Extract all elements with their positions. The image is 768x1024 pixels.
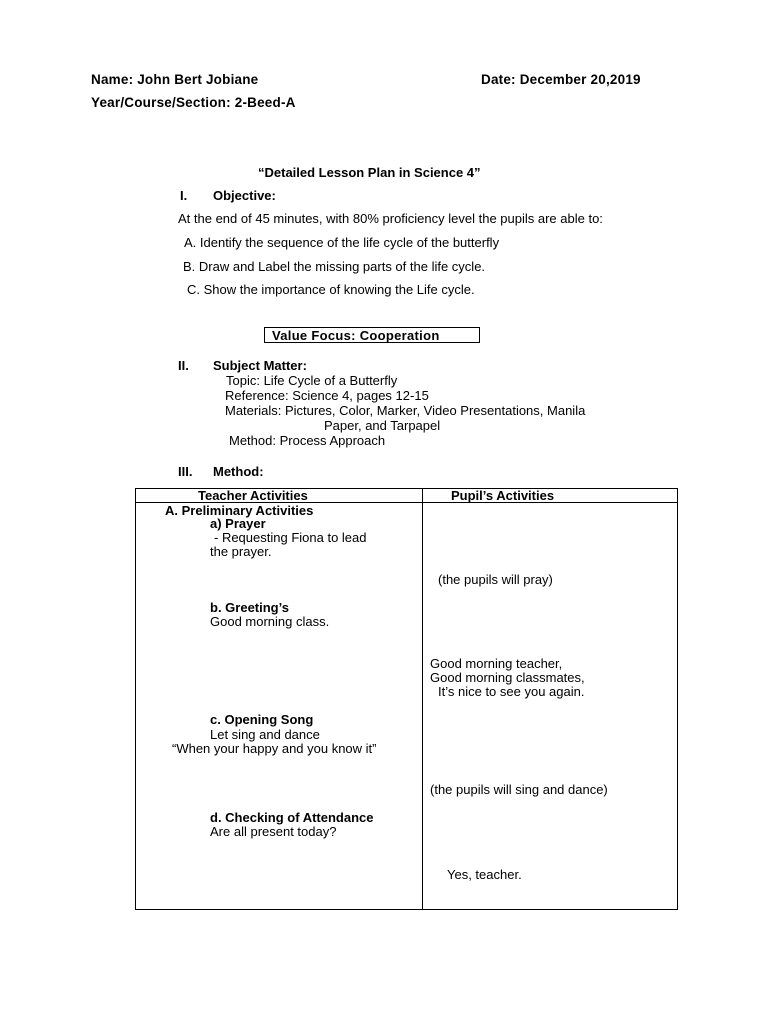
prayer-response: (the pupils will pray)	[438, 572, 553, 587]
subject-materials-cont: Paper, and Tarpapel	[324, 418, 441, 433]
pupil-activities-header: Pupil’s Activities	[451, 488, 555, 503]
objective-item-c: C. Show the importance of knowing the Life cycle.	[187, 282, 475, 297]
subject-reference: Reference: Science 4, pages 12-15	[225, 388, 429, 403]
subject-method: Method: Process Approach	[229, 433, 386, 448]
opening-song-line-2: “When your happy and you know it”	[172, 741, 377, 756]
greeting-heading: b. Greeting’s	[210, 600, 289, 615]
attendance-heading: d. Checking of Attendance	[210, 810, 374, 825]
document-title: “Detailed Lesson Plan in Science 4”	[258, 165, 481, 180]
student-name: Name: John Bert Jobiane	[91, 72, 259, 87]
subject-materials: Materials: Pictures, Color, Marker, Video Presentations, Manila	[225, 403, 586, 418]
attendance-response: Yes, teacher.	[447, 867, 522, 882]
prayer-line-2: the prayer.	[210, 544, 272, 559]
objective-intro: At the end of 45 minutes, with 80% proficiency level the pupils are able to:	[178, 211, 603, 226]
value-focus-text: Value Focus: Cooperation	[272, 328, 440, 343]
greeting-response-3: It’s nice to see you again.	[438, 684, 585, 699]
greeting-text: Good morning class.	[210, 614, 330, 629]
subject-matter-heading: Subject Matter:	[213, 358, 307, 373]
teacher-activities-header: Teacher Activities	[198, 488, 308, 503]
greeting-response-2: Good morning classmates,	[430, 670, 585, 685]
objective-heading: Objective:	[213, 188, 276, 203]
opening-song-heading: c. Opening Song	[210, 712, 314, 727]
value-focus-box	[264, 327, 480, 343]
preliminary-activities-heading: A. Preliminary Activities	[165, 503, 314, 518]
greeting-response-1: Good morning teacher,	[430, 656, 563, 671]
prayer-heading: a) Prayer	[210, 516, 266, 531]
opening-song-response: (the pupils will sing and dance)	[430, 782, 608, 797]
year-course-section: Year/Course/Section: 2-Beed-A	[91, 95, 296, 110]
table-column-divider	[422, 488, 423, 910]
objective-numeral: I.	[180, 188, 188, 203]
method-numeral: III.	[178, 464, 193, 479]
method-heading: Method:	[213, 464, 264, 479]
subject-topic: Topic: Life Cycle of a Butterfly	[226, 373, 398, 388]
document-date: Date: December 20,2019	[481, 72, 641, 87]
objective-item-a: A. Identify the sequence of the life cycle of the butterfly	[184, 235, 500, 250]
objective-item-b: B. Draw and Label the missing parts of the life cycle.	[183, 259, 486, 274]
attendance-text: Are all present today?	[210, 824, 337, 839]
opening-song-line-1: Let sing and dance	[210, 727, 320, 742]
subject-matter-numeral: II.	[178, 358, 189, 373]
prayer-line-1: - Requesting Fiona to lead	[214, 530, 367, 545]
